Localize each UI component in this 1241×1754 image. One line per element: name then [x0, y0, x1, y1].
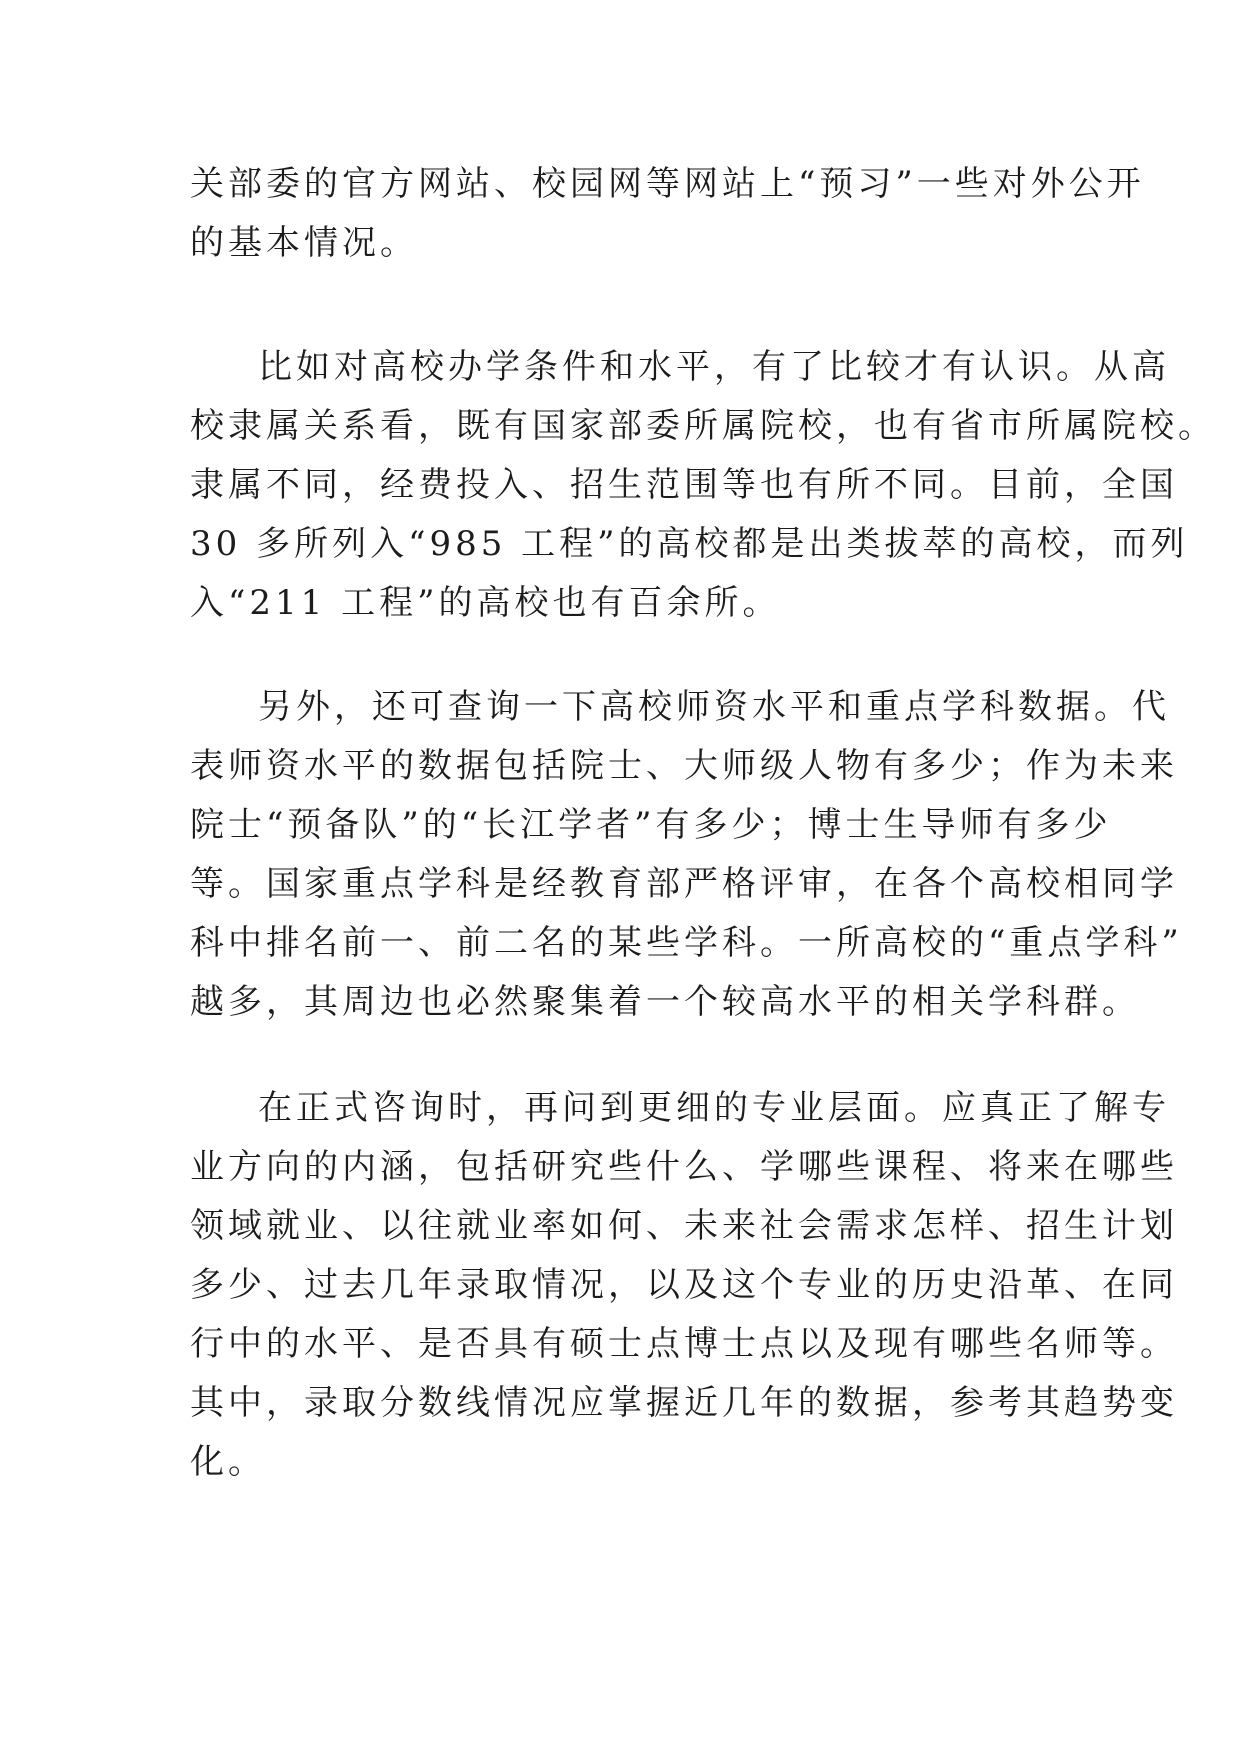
paragraph-line: 多少、过去几年录取情况，以及这个专业的历史沿革、在同 [190, 1265, 1178, 1305]
paragraph-1 [190, 155, 1145, 273]
paragraph-line: 关部委的官方网站、校园网等网站上“预习”一些对外公开 [190, 164, 1145, 204]
paragraph-line: 的基本情况。 [190, 223, 418, 263]
paragraph-line: 入“211 工程”的高校也有百余所。 [190, 583, 781, 623]
paragraph-line: 领域就业、以往就业率如何、未来社会需求怎样、招生计划 [190, 1206, 1178, 1246]
paragraph-line: 另外，还可查询一下高校师资水平和重点学科数据。代 [258, 687, 1170, 727]
paragraph-line: 隶属不同，经费投入、招生范围等也有所不同。目前，全国 [190, 465, 1178, 505]
paragraph-line: 行中的水平、是否具有硕士点博士点以及现有哪些名师等。 [190, 1324, 1178, 1364]
paragraph-line: 其中，录取分数线情况应掌握近几年的数据，参考其趋势变 [190, 1383, 1178, 1423]
paragraph-line: 院士“预备队”的“长江学者”有多少；博士生导师有多少 [190, 805, 1112, 845]
paragraph-2 [190, 338, 1216, 633]
paragraph-line: 业方向的内涵，包括研究些什么、学哪些课程、将来在哪些 [190, 1147, 1178, 1187]
paragraph-line: 表师资水平的数据包括院士、大师级人物有多少；作为未来 [190, 746, 1178, 786]
paragraph-line: 30 多所列入“985 工程”的高校都是出类拔萃的高校，而列 [190, 524, 1189, 564]
paragraph-line: 比如对高校办学条件和水平，有了比较才有认识。从高 [258, 347, 1170, 387]
paragraph-3 [190, 678, 1183, 1032]
paragraph-4 [190, 1079, 1178, 1492]
paragraph-line: 校隶属关系看，既有国家部委所属院校，也有省市所属院校。 [190, 406, 1216, 446]
paragraph-line: 越多，其周边也必然聚集着一个较高水平的相关学科群。 [190, 982, 1140, 1022]
paragraph-line: 等。国家重点学科是经教育部严格评审，在各个高校相同学 [190, 864, 1178, 904]
paragraph-line: 在正式咨询时，再问到更细的专业层面。应真正了解专 [258, 1088, 1170, 1128]
paragraph-line: 化。 [190, 1442, 266, 1482]
paragraph-line: 科中排名前一、前二名的某些学科。一所高校的“重点学科” [190, 923, 1183, 963]
